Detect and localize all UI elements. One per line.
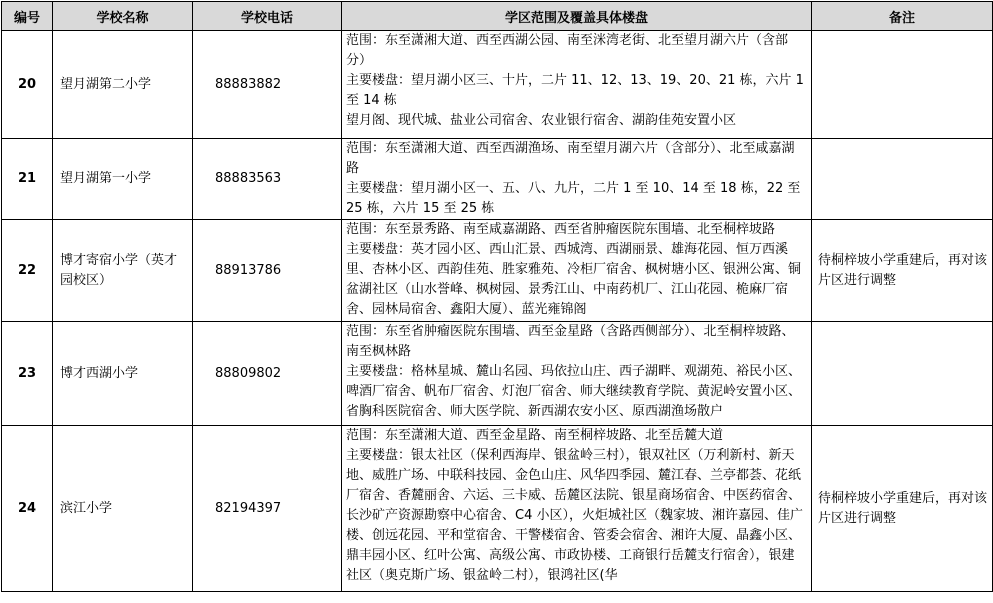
row-number: 24 bbox=[2, 426, 53, 592]
school-name: 望月湖第一小学 bbox=[53, 139, 193, 220]
table-row bbox=[2, 31, 993, 139]
district-scope-cell bbox=[342, 139, 812, 220]
table-row bbox=[2, 220, 993, 322]
notes-cell bbox=[812, 322, 993, 426]
school-district-table bbox=[1, 1, 993, 592]
header-district-scope: 学区范围及覆盖具体楼盘 bbox=[342, 2, 812, 31]
notes-cell bbox=[812, 139, 993, 220]
school-name: 滨江小学 bbox=[53, 426, 193, 592]
district-scope-text: 范围：东至潇湘大道、西至西湖渔场、南至望月湖六片（含部分）、北至咸嘉湖路 主要楼盘：望月湖小区一、五、八、九片，二片 1 至 10、14 至 18 栋，22 至 25 栋，六片 15 至 25 栋 bbox=[346, 141, 801, 216]
notes-cell: 待桐梓坡小学重建后，再对该片区进行调整 bbox=[812, 426, 993, 592]
header-school-name: 学校名称 bbox=[53, 2, 193, 31]
district-scope-cell bbox=[342, 322, 812, 426]
header-school-phone: 学校电话 bbox=[193, 2, 342, 31]
school-phone: 88809802 bbox=[193, 322, 342, 426]
row-number: 20 bbox=[2, 31, 53, 139]
district-scope-cell bbox=[342, 426, 812, 592]
district-scope-text: 范围：东至潇湘大道、西至金星路、南至桐梓坡路、北至岳麓大道 主要楼盘：银太社区（保利西海岸、银盆岭三村），银双社区（万利新村、新天地、威胜广场、中联科技园、金色山庄、风华四季园、麓江春、兰亭都荟、花纸厂宿舍、香麓丽舍、六运、三卡威、岳麓区法院、银星商场宿舍、中医药宿舍、长沙矿产资源勘察中心宿舍、C4 小区），火炬城社区（魏家坡、湘许嘉园、佳广楼、创远花园、平和堂宿舍、干警楼宿舍、管委会宿舍、湘许大厦、晶鑫小区、鼎丰园小区、红叶公寓、高级公寓、市政协楼、工商银行岳麓支行宿舍），银建社区（奥克斯广场、银盆岭二村），银鸿社区(华 bbox=[346, 428, 803, 583]
district-scope-cell bbox=[342, 220, 812, 322]
notes-cell: 待桐梓坡小学重建后，再对该片区进行调整 bbox=[812, 220, 993, 322]
school-name: 望月湖第二小学 bbox=[53, 31, 193, 139]
notes-cell bbox=[812, 31, 993, 139]
school-phone: 88883882 bbox=[193, 31, 342, 139]
table-row bbox=[2, 426, 993, 592]
district-scope-text: 范围：东至潇湘大道、西至西湖公园、南至洣湾老街、北至望月湖六片（含部分） 主要楼盘：望月湖小区三、十片，二片 11、12、13、19、20、21 栋，六片 1 至 14 栋 望月阁、现代城、盐业公司宿舍、农业银行宿舍、湖韵佳苑安置小区 bbox=[346, 33, 804, 128]
school-phone: 88883563 bbox=[193, 139, 342, 220]
school-name: 博才西湖小学 bbox=[53, 322, 193, 426]
row-number: 21 bbox=[2, 139, 53, 220]
table-header-row bbox=[2, 2, 993, 31]
district-scope-text: 范围：东至景秀路、南至咸嘉湖路、西至省肿瘤医院东围墙、北至桐梓坡路 主要楼盘：英才园小区、西山汇景、西城湾、西湖丽景、雄海花园、恒万西溪里、杏林小区、西韵佳苑、胜家雅苑、冷柜厂宿舍、枫树塘小区、银洲公寓、铜盆湖社区（山水誉峰、枫树园、景秀江山、中南药机厂、江山花园、桅麻厂宿舍、园林局宿舍、鑫阳大厦）、蓝光雍锦阁 bbox=[346, 222, 802, 317]
district-scope-cell bbox=[342, 31, 812, 139]
school-phone: 88913786 bbox=[193, 220, 342, 322]
header-number: 编号 bbox=[2, 2, 53, 31]
row-number: 23 bbox=[2, 322, 53, 426]
row-number: 22 bbox=[2, 220, 53, 322]
school-name: 博才寄宿小学（英才园校区） bbox=[53, 220, 193, 322]
school-phone: 82194397 bbox=[193, 426, 342, 592]
table-row bbox=[2, 322, 993, 426]
table-row bbox=[2, 139, 993, 220]
district-scope-text: 范围：东至省肿瘤医院东围墙、西至金星路（含路西侧部分）、北至桐梓坡路、南至枫林路 主要楼盘：格林星城、麓山名园、玛依拉山庄、西子湖畔、观湖苑、裕民小区、啤酒厂宿舍、帆布厂宿舍、灯泡厂宿舍、师大继续教育学院、黄泥岭安置小区、省胸科医院宿舍、师大医学院、新西湖农安小区、原西湖渔场散户 bbox=[346, 324, 802, 419]
header-notes: 备注 bbox=[812, 2, 993, 31]
